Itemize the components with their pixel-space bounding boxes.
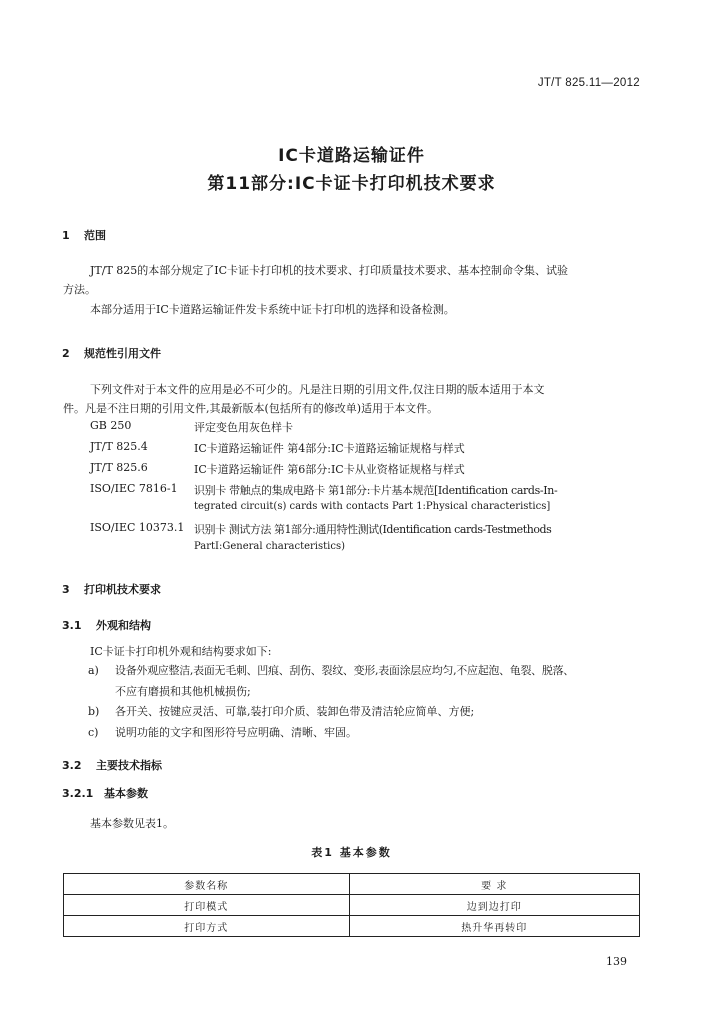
reference-title: IC卡道路运输证件 第4部分:IC卡道路运输证规格与样式 bbox=[194, 442, 465, 455]
list-item-text: 说明功能的文字和图形符号应明确、清晰、牢固。 bbox=[115, 726, 357, 739]
paragraph: 件。凡是不注日期的引用文件,其最新版本(包括所有的修改单)适用于本文件。 bbox=[63, 402, 439, 415]
table-cell: 边到边打印 bbox=[349, 895, 640, 916]
reference-title: 识别卡 带触点的集成电路卡 第1部分:卡片基本规范[Identification cards-In- bbox=[194, 484, 558, 497]
section-3-heading bbox=[62, 581, 161, 597]
section-3-2-1-heading bbox=[62, 785, 148, 801]
reference-code: JT/T 825.4 bbox=[90, 440, 148, 453]
reference-title: IC卡道路运输证件 第6部分:IC卡从业资格证规格与样式 bbox=[194, 463, 465, 476]
list-marker: b) bbox=[88, 705, 100, 718]
list-marker: a) bbox=[88, 664, 99, 677]
paragraph: 基本参数见表1。 bbox=[90, 817, 174, 830]
table-caption: 表1 基本参数 bbox=[311, 846, 392, 859]
reference-code: ISO/IEC 7816-1 bbox=[90, 482, 178, 495]
section-number: 3.2 bbox=[62, 759, 82, 772]
reference-code: ISO/IEC 10373.1 bbox=[90, 521, 185, 534]
reference-code: JT/T 825.6 bbox=[90, 461, 148, 474]
table-header-cell: 要 求 bbox=[349, 874, 640, 895]
table-cell: 打印方式 bbox=[64, 916, 350, 937]
section-title: 主要技术指标 bbox=[96, 759, 162, 772]
paragraph: 下列文件对于本文件的应用是必不可少的。凡是注日期的引用文件,仅注日期的版本适用于本文 bbox=[90, 383, 545, 396]
page-number: 139 bbox=[606, 955, 627, 968]
list-item-text: 设备外观应整洁,表面无毛刺、凹痕、刮伤、裂纹、变形,表面涂层应均匀,不应起泡、龟裂、脱落、 bbox=[115, 664, 574, 677]
section-2-heading bbox=[62, 345, 161, 361]
section-title: 打印机技术要求 bbox=[84, 583, 161, 596]
section-number: 3 bbox=[62, 583, 70, 596]
section-number: 3.2.1 bbox=[62, 787, 94, 800]
paragraph: 方法。 bbox=[63, 283, 96, 296]
section-1-heading bbox=[62, 227, 106, 243]
table-header-cell: 参数名称 bbox=[64, 874, 350, 895]
table-cell: 热升华再转印 bbox=[349, 916, 640, 937]
parameters-table bbox=[63, 873, 640, 937]
table-row bbox=[64, 916, 640, 937]
list-item-text: 各开关、按键应灵活、可靠,装打印介质、装卸色带及清洁轮应简单、方便; bbox=[115, 705, 475, 718]
section-3-1-heading bbox=[62, 617, 151, 633]
document-title-line1: IC卡道路运输证件 bbox=[278, 146, 425, 166]
reference-title: 评定变色用灰色样卡 bbox=[194, 421, 293, 434]
section-title: 范围 bbox=[84, 229, 106, 242]
section-title: 基本参数 bbox=[104, 787, 148, 800]
section-number: 3.1 bbox=[62, 619, 82, 632]
section-3-2-heading bbox=[62, 757, 162, 773]
reference-title: PartI:General characteristics) bbox=[194, 541, 345, 552]
standard-code: JT/T 825.11—2012 bbox=[537, 77, 640, 89]
table-header-row bbox=[64, 874, 640, 895]
paragraph: IC卡证卡打印机外观和结构要求如下: bbox=[90, 645, 272, 658]
section-number: 2 bbox=[62, 347, 70, 360]
reference-title: tegrated circuit(s) cards with contacts Part 1:Physical characteristics] bbox=[194, 501, 551, 512]
list-item-text: 不应有磨损和其他机械损伤; bbox=[115, 685, 251, 698]
reference-title: 识别卡 测试方法 第1部分:通用特性测试(Identification cards-Testmethods bbox=[194, 523, 552, 536]
paragraph: JT/T 825的本部分规定了IC卡证卡打印机的技术要求、打印质量技术要求、基本控制命令集、试验 bbox=[90, 264, 569, 277]
section-number: 1 bbox=[62, 229, 70, 242]
list-marker: c) bbox=[88, 726, 99, 739]
table-row bbox=[64, 895, 640, 916]
document-title-line2: 第11部分:IC卡证卡打印机技术要求 bbox=[207, 174, 496, 194]
paragraph: 本部分适用于IC卡道路运输证件发卡系统中证卡打印机的选择和设备检测。 bbox=[90, 303, 455, 316]
table-cell: 打印模式 bbox=[64, 895, 350, 916]
section-title: 规范性引用文件 bbox=[84, 347, 161, 360]
reference-code: GB 250 bbox=[90, 419, 132, 432]
section-title: 外观和结构 bbox=[96, 619, 151, 632]
